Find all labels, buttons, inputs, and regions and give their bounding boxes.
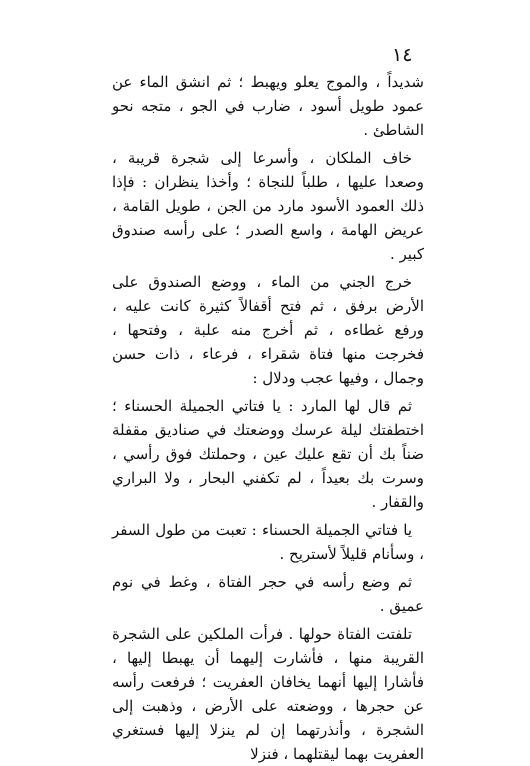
body-text (112, 70, 424, 766)
paragraph: يا فتاتي الجميلة الحسناء : تعبت من طول السفر ، وسأنام قليلاً لأستريح . (112, 521, 424, 563)
paragraph: خاف الملكان ، وأسرعا إلى شجرة قريبة ، وصعدا عليها ، طلباً للنجاة ؛ وأخذا ينظران : فإذا ذلك العمود الأسود مارد من الجن ، طويل القامة ، عريض الهامة ، واسع الصدر ؛ على رأسه صندوق كبير . (112, 149, 424, 263)
paragraph: تلفتت الفتاة حولها . فرأت الملكين على الشجرة القريبة منها ، فأشارت إليهما أن يهبطا إليها ، فأشارا إليها أنهما يخافان العفريت ؛ فرفعت رأسه عن حجرها ، ووضعته على الأرض ، وذهبت إلى الشجرة ، وأنذرتهما إن لم ينزلا إليها فستغري العفريت بهما ليقتلهما ، فنزلا (112, 625, 424, 763)
paragraph: خرج الجني من الماء ، ووضع الصندوق على الأرض برفق ، ثم فتح أقفالاً كثيرة كانت عليه ، ورفع غطاءه ، ثم أخرج منه علبة ، وفتحها ، فخرجت منها فتاة شقراء ، فرعاء ، ذات حسن وجمال ، وفيها عجب ودلال : (112, 273, 424, 387)
paragraph: شديداً ، والموج يعلو ويهبط ؛ ثم انشق الماء عن عمود طويل أسود ، ضارب في الجو ، متجه نحو الشاطئ . (112, 73, 424, 139)
paragraph: ثم قال لها المارد : يا فتاتي الجميلة الحسناء ؛ اختطفتك ليلة عرسك ووضعتك في صناديق مقفلة ضناً بك أن تقع عليك عين ، وحملتك فوق رأسي ، وسرت بك بعيداً ، لم تكفني البحار ، ولا البراري والقفار . (112, 397, 424, 511)
paragraph: ثم وضع رأسه في حجر الفتاة ، وغط في نوم عميق . (112, 573, 424, 615)
page-number: ١٤ (392, 44, 413, 66)
